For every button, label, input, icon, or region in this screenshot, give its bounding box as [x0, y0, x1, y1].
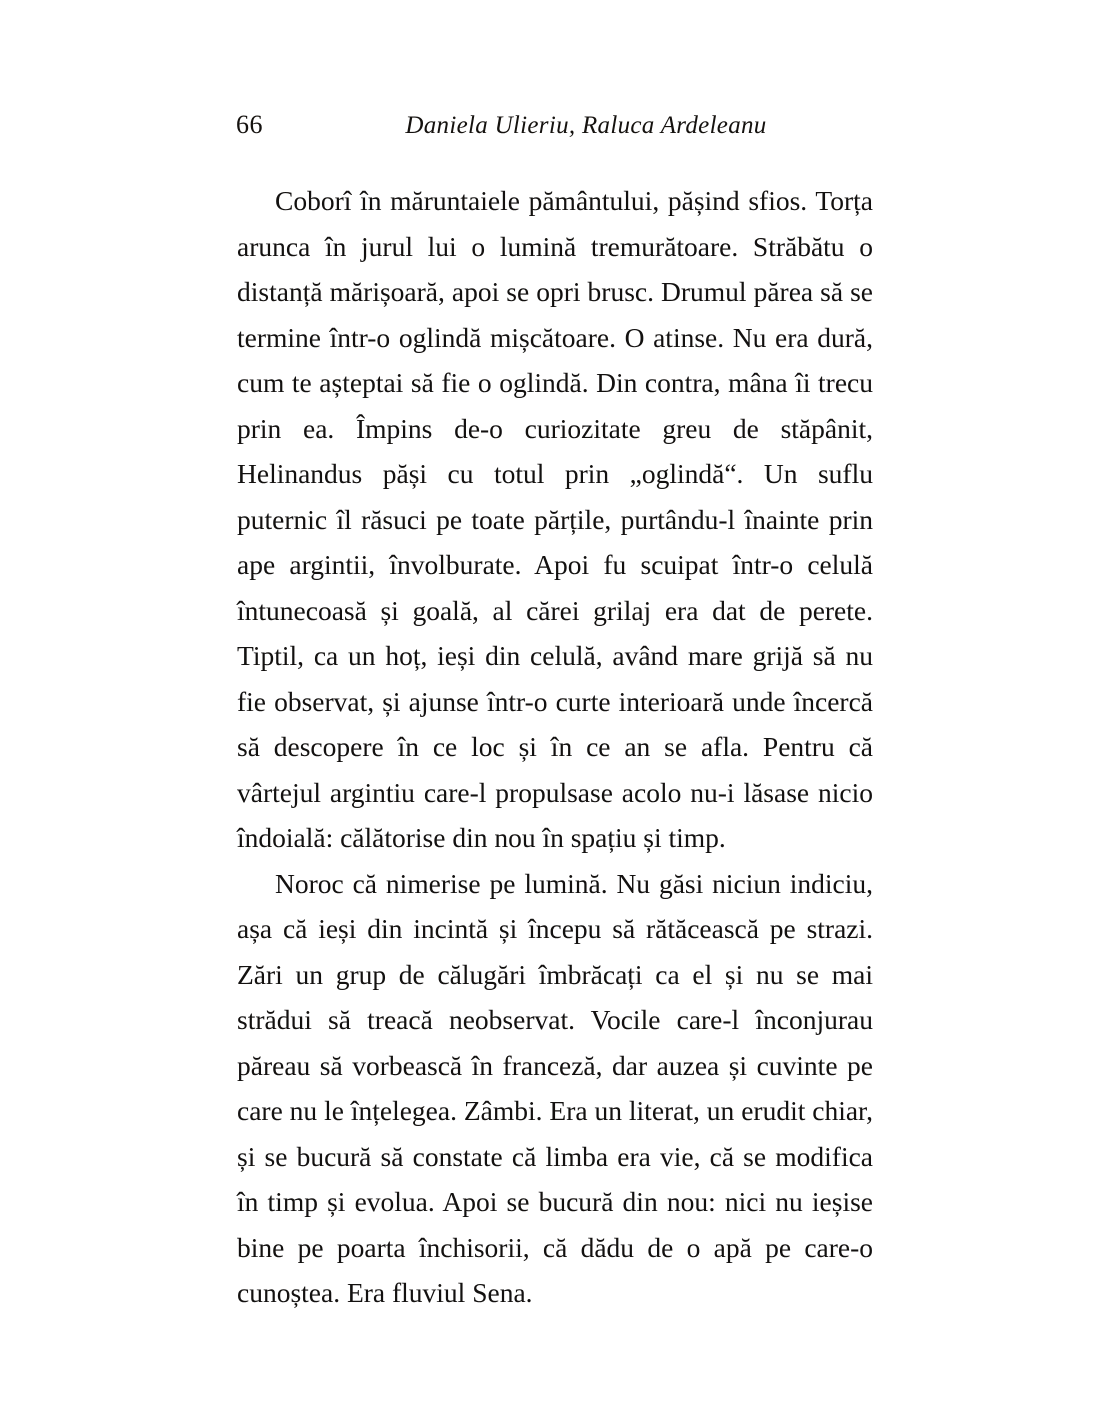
paragraph: Noroc că nimerise pe lumină. Nu găsi niciun indiciu, așa că ieși din incintă și începu să rătăcească pe strazi. Zări un grup de călugări îmbrăcați ca el și nu se mai strădui să treacă neobservat. Vocile care-l înconjurau păreau să vorbească în franceză, dar auzea și cuvinte pe care nu le înțelegea. Zâmbi. Era un literat, un erudit chiar, și se bucură să constate că limba era vie, că se modifica în timp și evolua. Apoi se bucură din nou: nici nu ieșise bine pe poarta închisorii, că dădu de o apă pe care-o cunoștea. Era fluviul Sena. — [237, 867, 873, 1308]
page-number: 66 — [236, 110, 263, 139]
body-text — [237, 178, 873, 1316]
page-header — [236, 110, 876, 146]
paragraph: Coborî în măruntaiele pământului, pășind sfios. Torța arunca în jurul lui o lumină tremurătoare. Străbătu o distanță mărișoară, apoi se opri brusc. Drumul părea să se termine într-o oglindă mișcătoare. O atinse. Nu era dură, cum te așteptai să fie o oglindă. Din contra, mâna îi trecu prin ea. Împins de-o curiozitate greu de stăpânit, Helinandus păși cu totul prin „oglindă“. Un suflu puternic îl răsuci pe toate părțile, purtându-l înainte prin ape argintii, învolburate. Apoi fu scuipat într-o celulă întunecoasă și goală, al cărei grilaj era dat de perete. Tiptil, ca un hoț, ieși din celulă, având mare grijă să nu fie observat, și ajunse într-o curte interioară unde încercă să descopere în ce loc și în ce an se afla. Pentru că vârtejul argintiu care-l propulsase acolo nu-i lăsase nicio îndoială: călătorise din nou în spațiu și timp. — [237, 185, 873, 853]
running-title: Daniela Ulieriu, Raluca Ardeleanu — [405, 112, 767, 139]
